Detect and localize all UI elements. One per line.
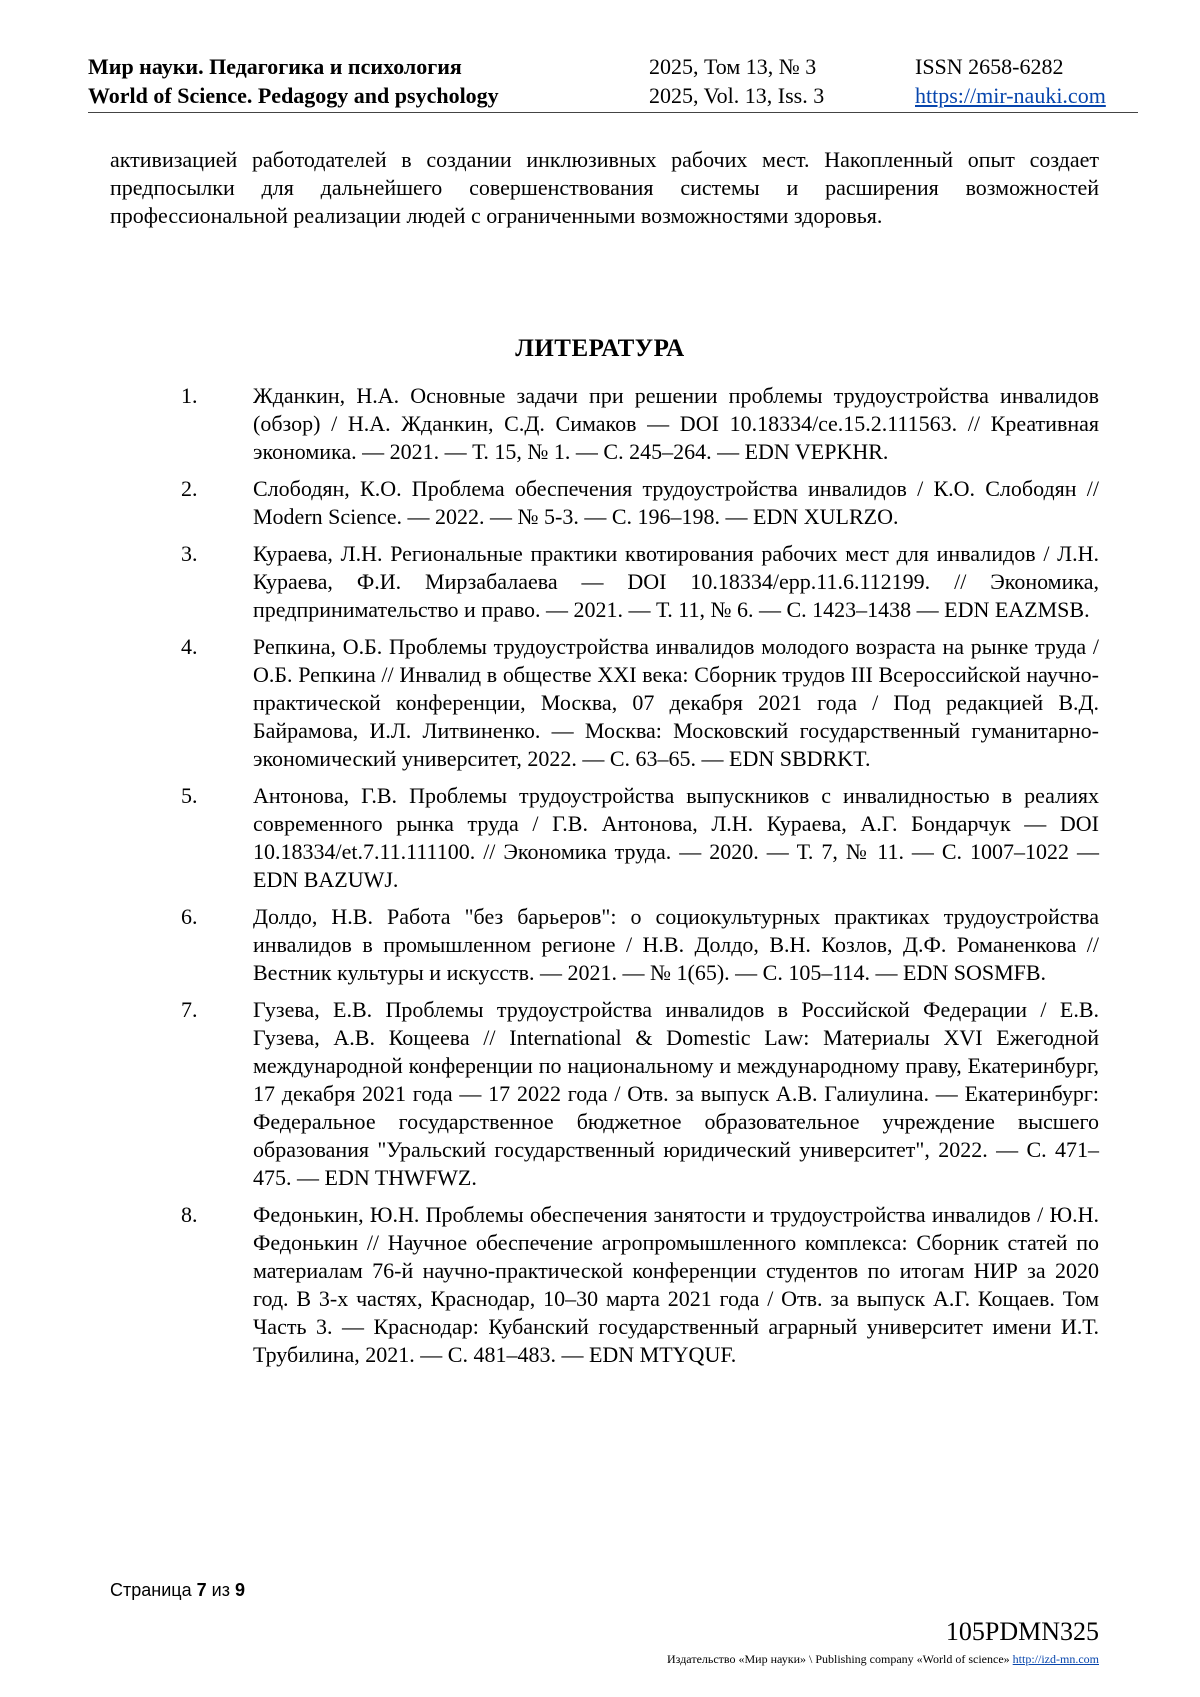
reference-item	[0, 782, 1200, 894]
page-label: Страница	[110, 1580, 192, 1600]
publisher-line	[667, 1652, 1099, 1667]
reference-number: 6.	[181, 904, 198, 929]
reference-item	[0, 475, 1200, 531]
intro-paragraph: активизацией работодателей в создании инклюзивных рабочих мест. Накопленный опыт создает предпосылки для дальнейшего совершенствования системы и расширения возможностей профессиональной реализации людей с ограниченными возможностями здоровья.	[110, 147, 1099, 228]
reference-number: 4.	[181, 634, 198, 659]
page-current: 7	[196, 1580, 207, 1600]
reference-item	[0, 540, 1200, 624]
issue-info	[649, 52, 824, 110]
reference-number: 8.	[181, 1202, 198, 1227]
reference-number: 2.	[181, 476, 198, 501]
publisher-text: Издательство «Мир науки» \ Publishing company «World of science»	[667, 1652, 1010, 1666]
publisher-url-link[interactable]: http://izd-mn.com	[1012, 1652, 1099, 1666]
page-of: из	[211, 1580, 230, 1600]
journal-url-link[interactable]: https://mir-nauki.com	[915, 83, 1106, 108]
reference-item	[0, 382, 1200, 466]
article-code: 105PDMN325	[945, 1617, 1099, 1646]
reference-number: 3.	[181, 541, 198, 566]
page-number	[110, 1580, 245, 1601]
reference-number: 5.	[181, 783, 198, 808]
issn-block	[915, 52, 1106, 110]
references-heading: ЛИТЕРАТУРА	[515, 335, 685, 362]
reference-text: Кураева, Л.Н. Региональные практики квотирования рабочих мест для инвалидов / Л.Н. Кураева, Ф.И. Мирзабалаева — DOI 10.18334/epp.11.6.112199. // Экономика, предпринимательство и право. — 2021. — Т. 11, № 6. — С. 1423–1438 — EDN EAZMSB.	[253, 541, 1099, 622]
journal-title	[88, 52, 499, 110]
journal-title-ru: Мир науки. Педагогика и психология	[88, 54, 462, 79]
reference-number: 7.	[181, 997, 198, 1022]
reference-text: Долдо, Н.В. Работа "без барьеров": о социокультурных практиках трудоустройства инвалидов в промышленном регионе / Н.В. Долдо, В.Н. Козлов, Д.Ф. Романенкова // Вестник культуры и искусств. — 2021. — № 1(65). — С. 105–114. — EDN SOSMFB.	[253, 904, 1099, 985]
reference-text: Гузева, Е.В. Проблемы трудоустройства инвалидов в Российской Федерации / Е.В. Гузева, А.В. Кощеева // International & Domestic Law: Материалы XVI Ежегодной международной конференции по национальному и международному праву, Екатеринбург, 17 декабря 2021 года — 17 2022 года / Отв. за выпуск А.В. Галиулина. — Екатеринбург: Федеральное государственное бюджетное образовательное учреждение высшего образования "Уральский государственный юридический университет", 2022. — С. 471–475. — EDN THWFWZ.	[253, 997, 1099, 1190]
reference-number: 1.	[181, 383, 198, 408]
page-header	[88, 52, 1138, 113]
reference-text: Репкина, О.Б. Проблемы трудоустройства инвалидов молодого возраста на рынке труда / О.Б. Репкина // Инвалид в обществе XXI века: Сборник трудов III Всероссийской научно-практической конференции, Москва, 07 декабря 2021 года / Под редакцией В.Д. Байрамова, И.Л. Литвиненко. — Москва: Московский государственный гуманитарно-экономический университет, 2022. — С. 63–65. — EDN SBDRKT.	[253, 634, 1099, 771]
issn: ISSN 2658-6282	[915, 54, 1064, 79]
reference-text: Антонова, Г.В. Проблемы трудоустройства выпускников с инвалидностью в реалиях современного рынка труда / Г.В. Антонова, Л.Н. Кураева, А.Г. Бондарчук — DOI 10.18334/et.7.11.111100. // Экономика труда. — 2020. — Т. 7, № 11. — С. 1007–1022 — EDN BAZUWJ.	[253, 783, 1099, 892]
references-list	[0, 382, 1200, 1378]
reference-item	[0, 633, 1200, 773]
page-total: 9	[234, 1580, 245, 1600]
reference-text: Федонькин, Ю.Н. Проблемы обеспечения занятости и трудоустройства инвалидов / Ю.Н. Федонькин // Научное обеспечение агропромышленного комплекса: Сборник статей по материалам 76-й научно-практической конференции студентов по итогам НИР за 2020 год. В 3-х частях, Краснодар, 10–30 марта 2021 года / Отв. за выпуск А.Г. Кощаев. Том Часть 3. — Краснодар: Кубанский государственный аграрный университет имени И.Т. Трубилина, 2021. — С. 481–483. — EDN MTYQUF.	[253, 1202, 1099, 1367]
reference-item	[0, 1201, 1200, 1369]
reference-text: Жданкин, Н.А. Основные задачи при решении проблемы трудоустройства инвалидов (обзор) / Н.А. Жданкин, С.Д. Симаков — DOI 10.18334/ce.15.2.111563. // Креативная экономика. — 2021. — Т. 15, № 1. — С. 245–264. — EDN VEPKHR.	[253, 383, 1099, 464]
reference-item	[0, 903, 1200, 987]
reference-text: Слободян, К.О. Проблема обеспечения трудоустройства инвалидов / К.О. Слободян // Modern Science. — 2022. — № 5-3. — С. 196–198. — EDN XULRZO.	[253, 476, 1099, 529]
issue-info-ru: 2025, Том 13, № 3	[649, 54, 817, 79]
journal-title-en: World of Science. Pedagogy and psychology	[88, 83, 499, 108]
reference-item	[0, 996, 1200, 1192]
issue-info-en: 2025, Vol. 13, Iss. 3	[649, 83, 825, 108]
